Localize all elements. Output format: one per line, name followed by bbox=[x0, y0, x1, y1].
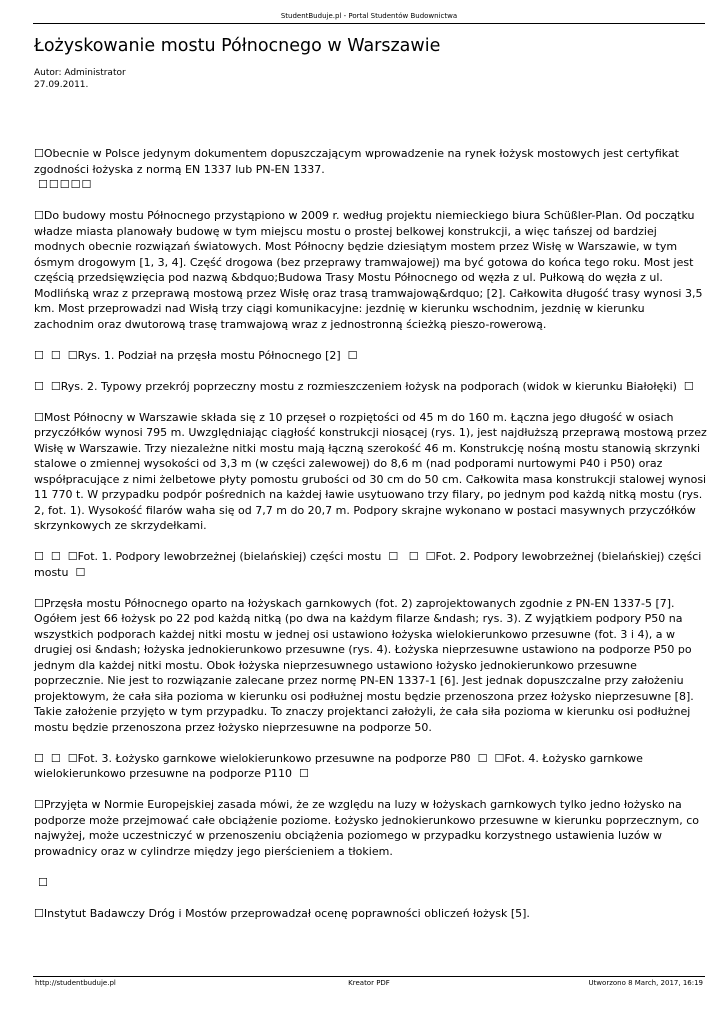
paragraph-intro: ☐Obecnie w Polsce jedynym dokumentem dopuszczającym wprowadzenie na rynek łożysk mostowych jest certyfikat zgodności łożyska z normą EN 1337 lub PN-EN 1337. bbox=[34, 147, 679, 176]
paragraph-institute: ☐Instytut Badawczy Dróg i Mostów przeprowadzał ocenę poprawności obliczeń łożysk [5]. bbox=[34, 906, 530, 920]
figure-caption-rys1: ☐ ☐ ☐Rys. 1. Podział na przęsła mostu Północnego [2] ☐ bbox=[34, 348, 358, 362]
figure-caption-fot1-fot2: ☐ ☐ ☐Fot. 1. Podpory lewobrzeżnej (bielańskiej) części mostu ☐ ☐ ☐Fot. 2. Podpory lewobrzeżnej (bielańskiej) części mostu ☐ bbox=[34, 550, 705, 579]
paragraph-structure: ☐Most Północny w Warszawie składa się z 10 przęseł o rozpiętości od 45 m do 160 m. Łączna jego długość w osiach przyczółków wynosi 795 m. Uwzględniając ciągłość konstrukcji niosącej (rys. 1), jest najdłuższą przeprawą mostową przez Wisłę w Warszawie. Trzy niezależne nitki mostu mają łączną szerokość 46 m. Konstrukcję nośną mostu stanowią skrzynki stalowe o zmiennej wysokości od 3,3 m (w części zalewowej) do 8,6 m (nad podporami nurtowymi P40 i P50) oraz współpracujące z nimi żelbetowe płyty pomostu grubości od 30 cm do 50 cm. Całkowita masa konstrukcji stalowej wynosi 11 770 t. W przypadku podpór pośrednich na każdej ławie usytuowano trzy filary, po jednym pod każdą nitką mostu (rys. 2, fot. 1). Wysokość filarów waha się od 7,7 m do 20,7 m. Podpory skrajne wykonano w postaci masywnych przyczółków skrzynkowych ze skrzydełkami. bbox=[34, 410, 707, 532]
page-header: StudentBuduje.pl - Portal Studentów Budownictwa bbox=[33, 12, 705, 24]
page-title: Łożyskowanie mostu Północnego w Warszawie bbox=[34, 36, 441, 56]
figure-caption-fot3-fot4: ☐ ☐ ☐Fot. 3. Łożysko garnkowe wielokierunkowo przesuwne na podporze P80 ☐ ☐Fot. 4. Łożysko garnkowe wielokierunkowo przesuwne na podporze P110 ☐ bbox=[34, 751, 647, 780]
page-footer bbox=[33, 976, 705, 991]
footer-generator: Kreator PDF bbox=[348, 979, 390, 987]
figure-caption-rys2: ☐ ☐Rys. 2. Typowy przekrój poprzeczny mostu z rozmieszczeniem łożysk na podporach (widok w kierunku Białołęki) ☐ bbox=[34, 379, 694, 393]
author-line: Autor: Administrator bbox=[34, 68, 126, 78]
placeholder-boxes: ☐☐☐☐☐ bbox=[38, 178, 93, 191]
publish-date: 27.09.2011. bbox=[34, 79, 89, 90]
article-body bbox=[34, 146, 708, 937]
article-meta bbox=[34, 68, 126, 91]
placeholder-box: ☐ bbox=[38, 875, 48, 889]
footer-created: Utworzono 8 March, 2017, 16:19 bbox=[588, 979, 703, 987]
paragraph-european-norm: ☐Przyjęta w Normie Europejskiej zasada mówi, że ze względu na luzy w łożyskach garnkowych tylko jedno łożysko na podporze może przejmować całe obciążenie poziome. Łożysko jednokierunkowo przesuwne w kierunku poprzecznym, co najwyżej, może uczestniczyć w przenoszeniu obciążenia poziomego w przypadku korzystnego ustawienia luzów w prowadnicy oraz w cylindrze między jego pierścieniem a tłokiem. bbox=[34, 798, 700, 858]
footer-url[interactable]: http://studentbuduje.pl bbox=[35, 979, 116, 987]
paragraph-bearings: ☐Przęsła mostu Północnego oparto na łożyskach garnkowych (fot. 2) zaprojektowanych zgodnie z PN-EN 1337-5 [7]. Ogółem jest 66 łożysk po 22 pod każdą nitką (po dwa na każdym filarze &ndash; rys. 3). Z wyjątkiem podpory P50 na wszystkich podporach każdej nitki mostu w jednej osi ustawiono łożyska wielokierunkowo przesuwne (fot. 3 i 4), a w drugiej osi &ndash; łożyska jednokierunkowo przesuwne (rys. 4). Łożyska nieprzesuwne ustawiono na podporze P50 po jednym dla każdej nitki mostu. Obok łożyska nieprzesuwnego ustawiono łożysko jednokierunkowo przesuwne poprzecznie. Nie jest to rozwiązanie zalecane przez normę PN-EN 1337-1 [6]. Jest jednak dopuszczalne przy założeniu projektowym, że cała siła pozioma w kierunku osi podłużnej mostu będzie przenoszona przez łożysko nieprzesuwne [8]. Takie założenie przyjęto w tym przypadku. To znaczy projektanci założyli, że cała siła pozioma w kierunku osi podłużnej mostu będzie przenoszona przez łożysko nieprzesuwne na podporze 50. bbox=[34, 596, 694, 734]
paragraph-construction: ☐Do budowy mostu Północnego przystąpiono w 2009 r. według projektu niemieckiego biura Schüßler-Plan. Od początku władze miasta planowały budowę w tym miejscu mostu o prostej belkowej konstrukcji, a więc tańszej od bardziej modnych obecnie rozwiązań światowych. Most Północny będzie dziesiątym mostem przez Wisłę w Warszawie, w tym ósmym drogowym [1, 3, 4]. Część drogowa (bez przeprawy tramwajowej) ma być gotowa do końca tego roku. Most jest częścią przedsięwzięcia pod nazwą &bdquo;Budowa Trasy Mostu Północnego od węzła z ul. Pułkową do węzła z ul. Modlińską wraz z przeprawą mostową przez Wisłę oraz trasą tramwajową&rdquo; [2]. Całkowita długość trasy wynosi 3,5 km. Most przeprowadzi nad Wisłą trzy ciągi komunikacyjne: jezdnię w kierunku wschodnim, jezdnię w kierunku zachodnim oraz dwutorową trasę tramwajową wraz z jednostronną ścieżką pieszo-rowerową. bbox=[34, 209, 703, 331]
